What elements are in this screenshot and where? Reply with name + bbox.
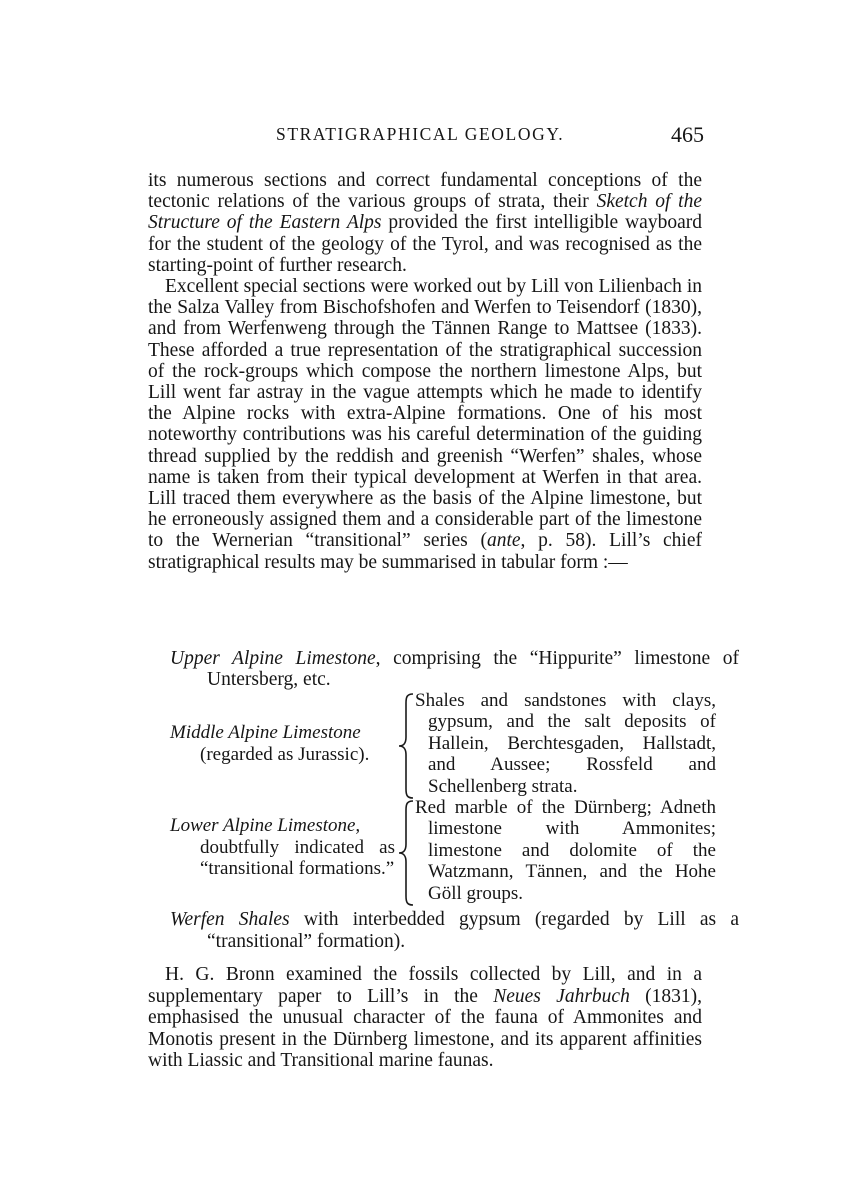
werfen-shales-label: Werfen Shales — [170, 909, 290, 930]
lower-alpine-limestone-note: doubtfully indicated as “transitional formations.” — [200, 836, 395, 879]
middle-alpine-limestone-cell — [170, 722, 392, 765]
paragraph-2 — [148, 276, 702, 573]
table-row-upper — [170, 648, 739, 690]
werfen-shales-text: with interbedded gypsum (regarded by Lill as a “transitional” formation). — [207, 909, 739, 952]
middle-brace-icon — [398, 693, 416, 799]
table-row-werfen — [170, 909, 739, 953]
middle-alpine-limestone-label: Middle Alpine Limestone — [170, 722, 361, 743]
paragraph-1-text-b: provided the first intelligible wayboard for the student of the geology of the Tyrol, and was recognised as the starting-point of further research. — [148, 212, 702, 276]
page-number: 465 — [671, 122, 704, 147]
paragraph-1-text-a: its numerous sections and correct fundamental conceptions of the tectonic relations of the various groups of strata, their — [148, 170, 702, 213]
paragraph-1 — [148, 170, 702, 276]
upper-alpine-limestone-text: , comprising the “Hippurite” limestone of Untersberg, etc. — [207, 648, 739, 691]
page-header — [148, 122, 704, 158]
paragraph-3-text-a: H. G. Bronn examined the fossils collected by Lill, and in a supplementary paper to Lill’s in the — [148, 964, 702, 1007]
middle-alpine-limestone-description: Shales and sandstones with clays, gypsum, and the salt deposits of Hallein, Berchtesgaden, Hallstadt, and Aussee; Rossfeld and Schellenberg strata. — [415, 690, 716, 797]
lower-alpine-limestone-description: Red marble of the Dürnberg; Adneth limestone with Ammonites; limestone and dolomite of the Watzmann, Tännen, and the Hohe Göll groups. — [415, 797, 716, 904]
paragraph-2-text-b: , p. 58). Lill’s chief stratigraphical results may be summarised in tabular form :— — [148, 530, 702, 573]
paragraph-2-text-a: Excellent special sections were worked out by Lill von Lilienbach in the Salza Valley from Bischofshofen and Werfen to Teisendorf (1830), and from Werfenweng through the Tännen Range to Mattsee (1833). These afforded a true representation of the stratigraphical succession of the rock-groups which compose the northern limestone Alps, but Lill went far astray in the vague attempts which he made to identify the Alpine rocks with extra-Alpine formations. One of his most noteworthy contributions was his careful determination of the guiding thread supplied by the reddish and greenish “Werfen” shales, whose name is taken from their typical development at Werfen in that area. Lill traced them everywhere as the basis of the Alpine limestone, but he erroneously assigned them and a considerable part of the limestone to the Wernerian “transitional” series ( — [148, 276, 702, 552]
upper-alpine-limestone-label: Upper Alpine Limestone — [170, 648, 376, 669]
middle-alpine-limestone-note: (regarded as Jurassic). — [200, 743, 370, 765]
running-head: STRATIGRAPHICAL GEOLOGY. — [276, 124, 565, 144]
paragraph-3 — [148, 964, 702, 1072]
paragraph-1-italic-title: Sketch of the Structure of the Eastern Alps — [148, 191, 703, 234]
paragraph-2-italic-ref: ante — [486, 530, 521, 552]
lower-alpine-limestone-cell — [170, 815, 395, 880]
paragraph-3-text-b: (1831), emphasised the unusual character of the fauna of Ammonites and Monotis present in the Dürnberg limestone, and its apparent affinities with Liassic and Transitional marine faunas. — [148, 985, 702, 1072]
paragraph-3-italic-journal: Neues Jahrbuch — [493, 985, 630, 1007]
lower-alpine-limestone-label: Lower Alpine Limestone, — [170, 815, 361, 836]
lower-brace-icon — [398, 800, 416, 906]
